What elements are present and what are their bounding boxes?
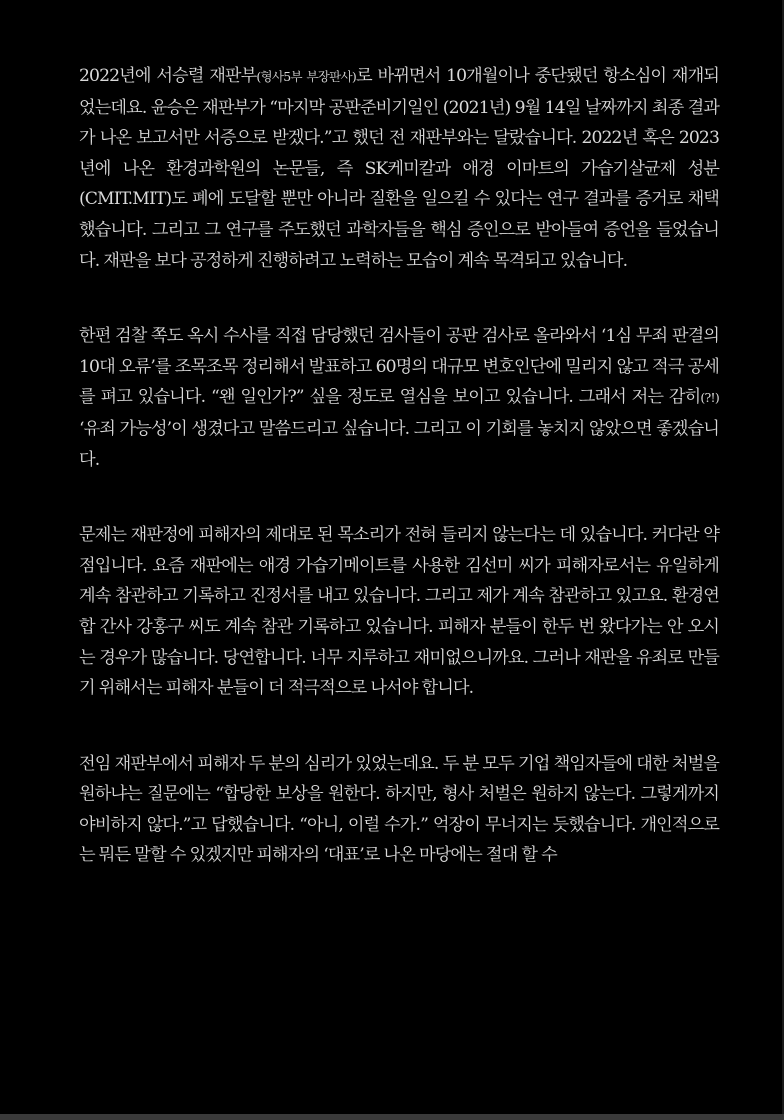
text-run: 2022년에 서승렬 재판부 [79,66,257,86]
text-run-small: (형사5부 부장판사) [256,69,357,84]
article-body [79,61,719,916]
text-run-small: (?!) [700,390,719,406]
page-bottom-border [0,1114,784,1120]
text-run: 로 바뀌면서 10개월이나 중단됐던 항소심이 재개되었는데요. 윤승은 재판부가 “마지막 공판준비기일인 (2021년) 9월 14일 날짜까지 최종 결과가 나온 보고서만 서증으로 받겠다.”고 했던 전 재판부와는 달랐습니다. 2022년 혹은 2023년에 나온 환경과학원의 논문들, 즉 SK케미칼과 애경 이마트의 가습기살균제 성분(CMIT.MIT)도 폐에 도달할 뿐만 아니라 질환을 일으킬 수 있다는 연구 결과를 증거로 채택했습니다. 그리고 그 연구를 주도했던 과학자들을 핵심 증인으로 받아들여 증언을 들었습니다. 재판을 보다 공정하게 진행하려고 노력하는 모습이 계속 목격되고 있습니다. [79,66,719,271]
text-run: 한편 검찰 쪽도 옥시 수사를 직접 담당했던 검사들이 공판 검사로 올라와서 ‘1심 무죄 판결의 10대 오류’를 조목조목 정리해서 발표하고 60명의 대규모 변호인단에 밀리지 않고 적극 공세를 펴고 있습니다. “왠 일인가?” 싶을 정도로 열심을 보이고 있습니다. 그래서 저는 감히 [79,326,719,408]
text-run: ‘유죄 가능성’이 생겼다고 말씀드리고 싶습니다. 그리고 이 기회를 놓치지 않았으면 좋겠습니다. [79,418,719,470]
paragraph-4 [79,749,719,871]
text-run: 문제는 재판정에 피해자의 제대로 된 목소리가 전혀 들리지 않는다는 데 있습니다. 커다란 약점입니다. 요즘 재판에는 애경 가습기메이트를 사용한 김선미 씨가 피해자로서는 유일하게 계속 참관하고 기록하고 진정서를 내고 있습니다. 그리고 제가 계속 참관하고 있고요. 환경연합 간사 강홍구 씨도 계속 참관 기록하고 있습니다. 피해자 분들이 한두 번 왔다가는 안 오시는 경우가 많습니다. 당연합니다. 너무 지루하고 재미없으니까요. 그러나 재판을 유죄로 만들기 위해서는 피해자 분들이 더 적극적으로 나서야 합니다. [79,525,719,699]
paragraph-1 [79,61,719,276]
paragraph-3 [79,520,719,704]
paragraph-2 [79,321,719,475]
text-run: 전임 재판부에서 피해자 두 분의 심리가 있었는데요. 두 분 모두 기업 책임자들에 대한 처벌을 원하냐는 질문에는 “합당한 보상을 원한다. 하지만, 형사 처벌은 원하지 않는다. 그렇게까지 야비하지 않다.”고 답했습니다. “아니, 이럴 수가.” 억장이 무너지는 듯했습니다. 개인적으로는 뭐든 말할 수 있겠지만 피해자의 ‘대표’로 나온 마당에는 절대 할 수 [79,753,719,866]
